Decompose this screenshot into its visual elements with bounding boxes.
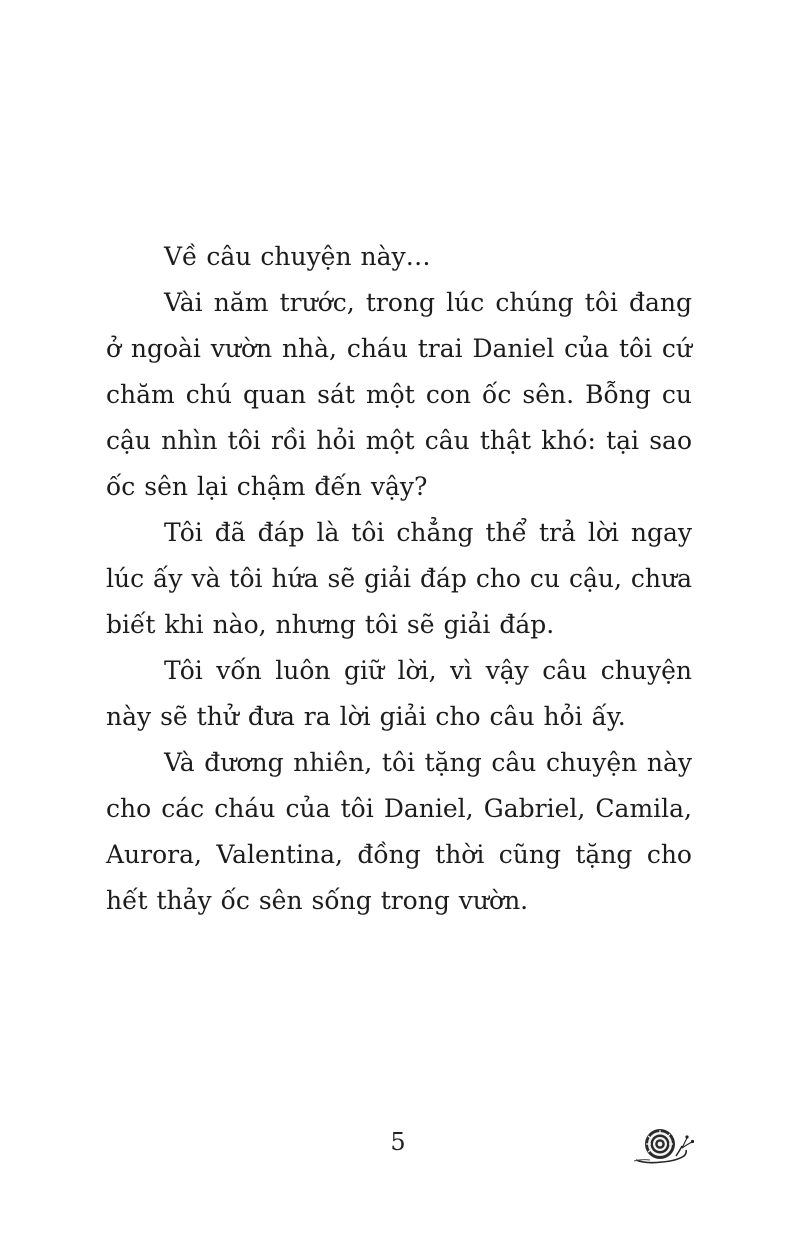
paragraph: Và đương nhiên, tôi tặng câu chuyện này cho các cháu của tôi Daniel, Gabriel, Camila, Aurora, Valentina, đồng thời cũng tặng cho hết thảy ốc sên sống trong vườn. <box>106 748 692 915</box>
page-number: 5 <box>390 1128 406 1156</box>
body-text <box>106 234 692 924</box>
paragraph: Vài năm trước, trong lúc chúng tôi đang ở ngoài vườn nhà, cháu trai Daniel của tôi cứ chăm chú quan sát một con ốc sên. Bỗng cu cậu nhìn tôi rồi hỏi một câu thật khó: tại sao ốc sên lại chậm đến vậy? <box>106 288 692 501</box>
paragraph: Tôi đã đáp là tôi chẳng thể trả lời ngay lúc ấy và tôi hứa sẽ giải đáp cho cu cậu, chưa biết khi nào, nhưng tôi sẽ giải đáp. <box>106 518 692 639</box>
paragraph: Tôi vốn luôn giữ lời, vì vậy câu chuyện này sẽ thử đưa ra lời giải cho câu hỏi ấy. <box>106 656 692 731</box>
snail-icon <box>632 1120 696 1168</box>
paragraph-heading: Về câu chuyện này… <box>164 242 431 271</box>
